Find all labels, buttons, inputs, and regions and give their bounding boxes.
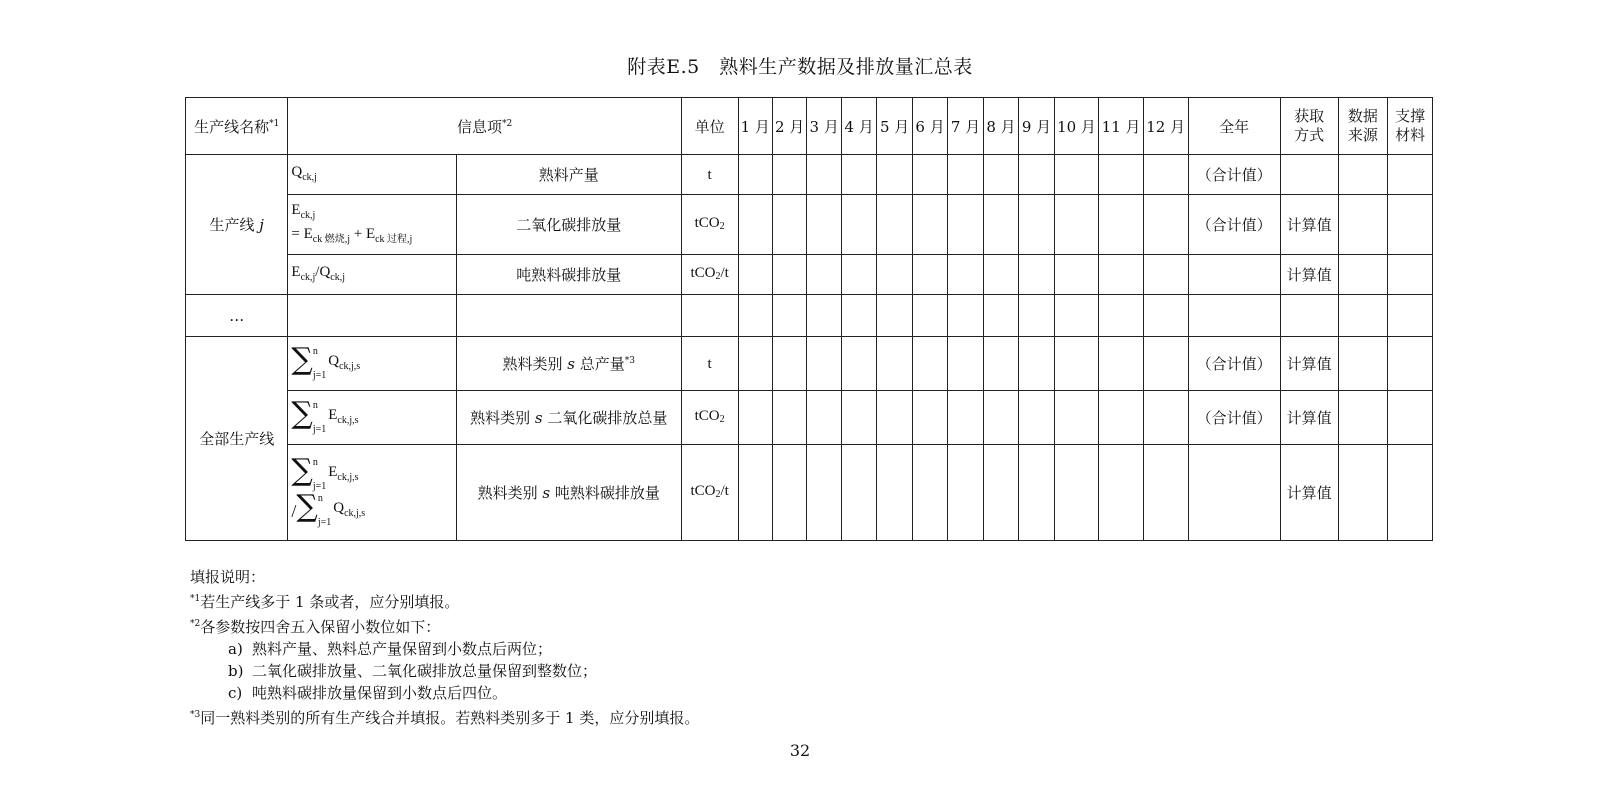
year-cell: （合计值） bbox=[1188, 391, 1280, 445]
method-cell: 计算值 bbox=[1280, 445, 1338, 541]
header-month: 7 月 bbox=[948, 98, 983, 155]
header-unit: 单位 bbox=[681, 98, 738, 155]
header-month: 4 月 bbox=[841, 98, 876, 155]
method-cell: 计算值 bbox=[1280, 195, 1338, 255]
unit-cell: tCO$_2$/t bbox=[681, 255, 738, 295]
method-cell: 计算值 bbox=[1280, 391, 1338, 445]
header-month: 9 月 bbox=[1019, 98, 1054, 155]
note-2-item: b) 二氧化碳排放量、二氧化碳排放总量保留到整数位； bbox=[228, 662, 598, 680]
header-method: 获取方式 bbox=[1280, 98, 1338, 155]
header-line-name: 生产线名称$^{*1}$ bbox=[186, 98, 288, 155]
formula-cell: $E_{ck,j}$ = $E_{ck 燃烧,j} + E_{ck 过程,j}$ bbox=[288, 195, 456, 255]
header-source: 数据来源 bbox=[1338, 98, 1388, 155]
header-month: 2 月 bbox=[772, 98, 806, 155]
formula-cell: $E_{ck,j}/Q_{ck,j}$ bbox=[288, 255, 456, 295]
header-month: 10 月 bbox=[1054, 98, 1099, 155]
method-cell: 计算值 bbox=[1280, 337, 1338, 391]
table-title: 附表E.5 熟料生产数据及排放量汇总表 bbox=[627, 56, 973, 78]
unit-cell: tCO$_2$ bbox=[681, 195, 738, 255]
formula-cell: ∑ n j=1 $E_{ck,j,s}$ bbox=[288, 391, 456, 445]
year-cell: （合计值） bbox=[1188, 155, 1280, 195]
header-row bbox=[186, 98, 1433, 155]
year-cell: （合计值） bbox=[1188, 195, 1280, 255]
ellipsis-cell: … bbox=[186, 295, 288, 337]
item-cell: 熟料类别 s 二氧化碳排放总量 bbox=[456, 391, 681, 445]
year-cell bbox=[1188, 255, 1280, 295]
summary-table bbox=[185, 97, 1433, 541]
year-cell bbox=[1188, 445, 1280, 541]
header-month: 3 月 bbox=[807, 98, 841, 155]
item-cell: 熟料类别 s 总产量$^{*3}$ bbox=[456, 337, 681, 391]
formula-cell: ∑ n j=1 $E_{ck,j,s}$ / ∑ n j=1 $Q_{ck,j,s}$ bbox=[288, 445, 456, 541]
note-2: $^{*2}$各参数按四舍五入保留小数位如下： bbox=[190, 618, 441, 636]
header-month: 6 月 bbox=[912, 98, 947, 155]
header-month: 11 月 bbox=[1099, 98, 1144, 155]
formula-cell: $Q_{ck,j}$ bbox=[288, 155, 456, 195]
notes-heading: 填报说明： bbox=[190, 568, 266, 586]
unit-cell: tCO$_2$/t bbox=[681, 445, 738, 541]
year-cell: （合计值） bbox=[1188, 337, 1280, 391]
header-month: 8 月 bbox=[983, 98, 1018, 155]
page-number: 32 bbox=[789, 741, 811, 760]
header-month: 12 月 bbox=[1143, 98, 1188, 155]
note-2-item: a) 熟料产量、熟料总产量保留到小数点后两位； bbox=[228, 640, 553, 658]
unit-cell: t bbox=[681, 337, 738, 391]
table-row bbox=[186, 295, 1433, 337]
table-row bbox=[186, 337, 1433, 391]
table-row bbox=[186, 255, 1433, 295]
formula-cell: ∑ n j=1 $Q_{ck,j,s}$ bbox=[288, 337, 456, 391]
method-cell: 计算值 bbox=[1280, 255, 1338, 295]
filling-notes bbox=[190, 566, 699, 729]
header-full-year: 全年 bbox=[1188, 98, 1280, 155]
header-support: 支撑材料 bbox=[1388, 98, 1433, 155]
item-cell: 熟料产量 bbox=[456, 155, 681, 195]
header-month: 5 月 bbox=[877, 98, 912, 155]
item-cell: 吨熟料碳排放量 bbox=[456, 255, 681, 295]
group-line-label: 生产线 j bbox=[186, 155, 288, 295]
item-cell: 二氧化碳排放量 bbox=[456, 195, 681, 255]
note-2-item: c) 吨熟料碳排放量保留到小数点后四位。 bbox=[228, 684, 508, 702]
header-info-item: 信息项$^{*2}$ bbox=[288, 98, 681, 155]
note-1: $^{*1}$若生产线多于 1 条或者，应分别填报。 bbox=[190, 593, 460, 611]
unit-cell: tCO$_2$ bbox=[681, 391, 738, 445]
table-row bbox=[186, 155, 1433, 195]
note-3: $^{*3}$同一熟料类别的所有生产线合并填报。若熟料类别多于 1 类，应分别填报。 bbox=[190, 709, 700, 727]
unit-cell: t bbox=[681, 155, 738, 195]
item-cell: 熟料类别 s 吨熟料碳排放量 bbox=[456, 445, 681, 541]
table-row bbox=[186, 195, 1433, 255]
table-row bbox=[186, 445, 1433, 541]
table-row bbox=[186, 391, 1433, 445]
method-cell bbox=[1280, 155, 1338, 195]
header-month: 1 月 bbox=[738, 98, 772, 155]
group-all-label: 全部生产线 bbox=[186, 337, 288, 541]
